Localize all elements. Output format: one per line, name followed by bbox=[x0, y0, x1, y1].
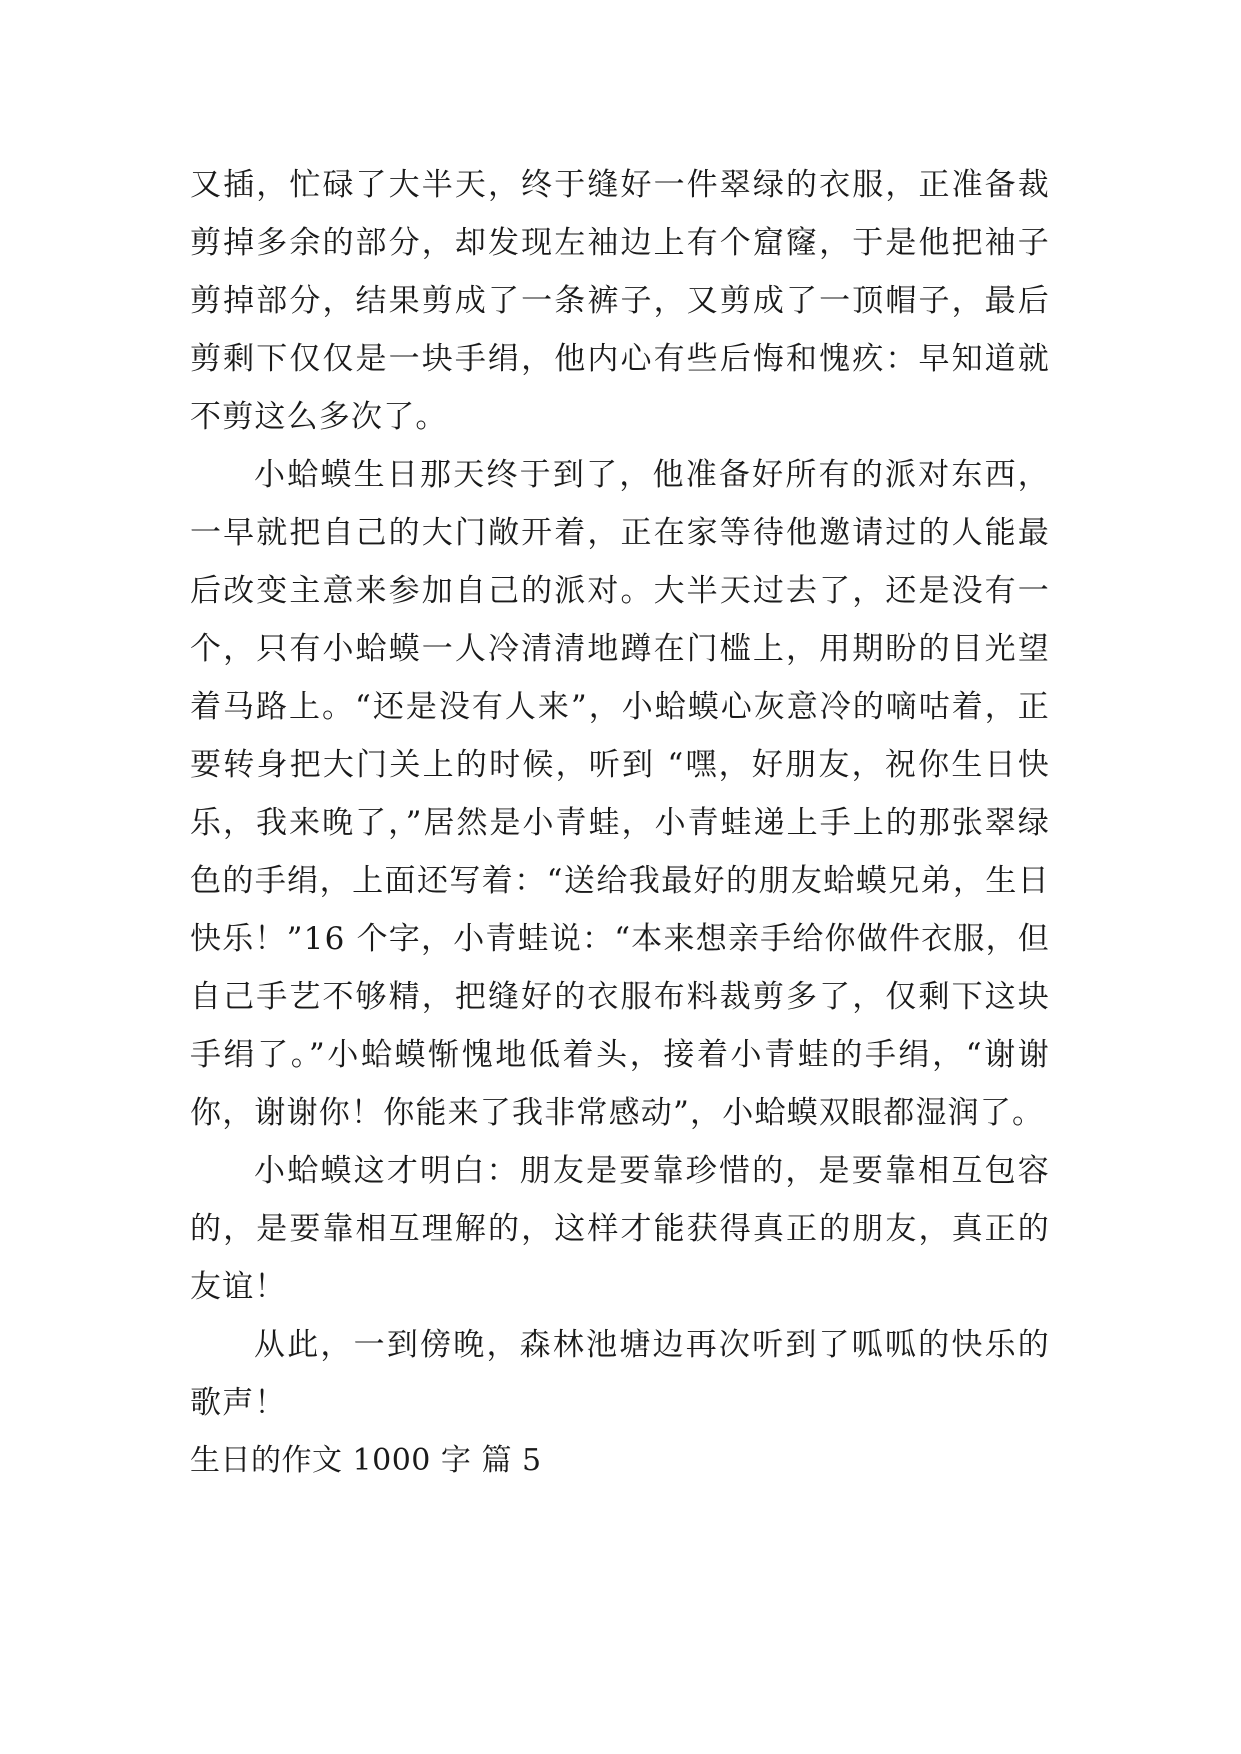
document-body bbox=[190, 156, 1050, 1490]
paragraph-2: 小蛤蟆生日那天终于到了，他准备好所有的派对东西，一早就把自己的大门敞开着，正在家等待他邀请过的人能最后改变主意来参加自己的派对。大半天过去了，还是没有一个，只有小蛤蟆一人冷清清地蹲在门槛上，用期盼的目光望着马路上。“还是没有人来”，小蛤蟆心灰意冷的嘀咕着，正要转身把大门关上的时候，听到 “嘿，好朋友，祝你生日快乐，我来晚了，”居然是小青蛙，小青蛙递上手上的那张翠绿色的手绢，上面还写着：“送给我最好的朋友蛤蟆兄弟，生日快乐！”16 个字，小青蛙说：“本来想亲手给你做件衣服，但自己手艺不够精，把缝好的衣服布料裁剪多了，仅剩下这块手绢了。”小蛤蟆惭愧地低着头，接着小青蛙的手绢，“谢谢你，谢谢你！你能来了我非常感动”，小蛤蟆双眼都湿润了。 bbox=[190, 457, 1050, 1131]
section-heading: 生日的作文 1000 字 篇 5 bbox=[190, 1443, 542, 1478]
paragraph-1: 又插，忙碌了大半天，终于缝好一件翠绿的衣服，正准备裁剪掉多余的部分，却发现左袖边上有个窟窿，于是他把袖子剪掉部分，结果剪成了一条裤子，又剪成了一顶帽子，最后剪剩下仅仅是一块手绢，他内心有些后悔和愧疚：早知道就不剪这么多次了。 bbox=[190, 167, 1050, 435]
paragraph-3: 小蛤蟆这才明白：朋友是要靠珍惜的，是要靠相互包容的，是要靠相互理解的，这样才能获得真正的朋友，真正的友谊！ bbox=[190, 1153, 1050, 1305]
paragraph-4: 从此，一到傍晚，森林池塘边再次听到了呱呱的快乐的歌声！ bbox=[190, 1327, 1050, 1421]
